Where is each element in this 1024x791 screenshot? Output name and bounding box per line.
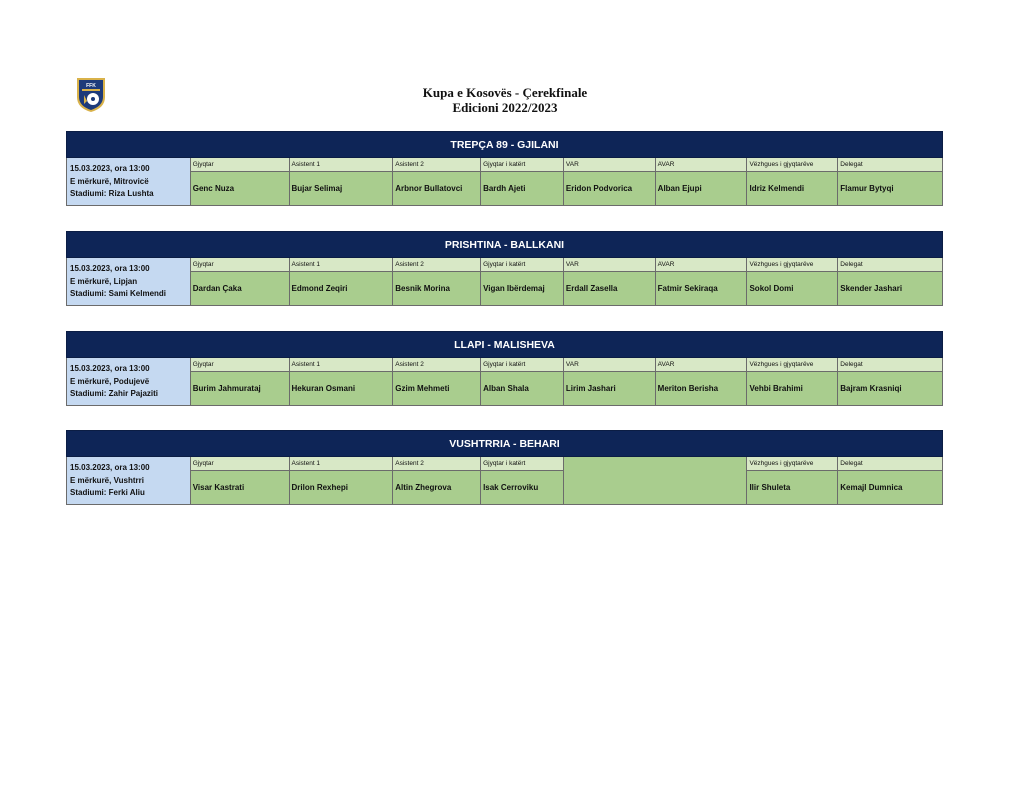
- official-cell: [656, 158, 748, 205]
- document-title: Kupa e Kosovës - Çerekfinale: [422, 85, 588, 100]
- official-role-label: Vëzhgues i gjyqtarëve: [747, 358, 837, 372]
- official-role-label: Gjyqtar i katërt: [481, 258, 563, 272]
- official-cell: [564, 358, 656, 405]
- match-info-cell: [67, 158, 191, 205]
- official-role-label: Gjyqtar: [191, 358, 289, 372]
- official-name: Edmond Zeqiri: [290, 272, 393, 305]
- official-name: Idriz Kelmendi: [747, 172, 837, 205]
- official-cell: [747, 457, 838, 504]
- official-role-label: Delegat: [838, 258, 942, 272]
- official-name: Bujar Selimaj: [290, 172, 393, 205]
- official-cell: [393, 158, 481, 205]
- official-name: Ilir Shuleta: [747, 471, 837, 504]
- official-cell: [393, 457, 481, 504]
- match-day-city: E mërkurë, Podujevë: [70, 376, 150, 386]
- official-role-label: AVAR: [656, 358, 747, 372]
- svg-text:FFK: FFK: [86, 83, 96, 89]
- official-name: Bajram Krasniqi: [838, 372, 942, 405]
- official-cell: [564, 258, 656, 305]
- official-cell: [838, 358, 943, 405]
- official-role-label: Vëzhgues i gjyqtarëve: [747, 258, 837, 272]
- official-cell: [747, 358, 838, 405]
- official-name: Eridon Podvorica: [564, 172, 655, 205]
- official-cell: [481, 258, 564, 305]
- official-name: Visar Kastrati: [191, 471, 289, 504]
- official-role-label: Gjyqtar i katërt: [481, 457, 563, 471]
- official-role-label: Delegat: [838, 358, 942, 372]
- match-stadium: Stadiumi: Zahir Pajaziti: [70, 389, 159, 399]
- official-role-label: Gjyqtar: [191, 258, 289, 272]
- match-block: [66, 131, 943, 206]
- official-role-label: Vëzhgues i gjyqtarëve: [747, 158, 837, 172]
- official-name: Dardan Çaka: [191, 272, 289, 305]
- official-cell: [191, 358, 290, 405]
- official-role-label: Asistent 1: [290, 258, 393, 272]
- official-cell: [290, 158, 394, 205]
- official-role-label: Vëzhgues i gjyqtarëve: [747, 457, 837, 471]
- document-subtitle: Edicioni 2022/2023: [452, 100, 558, 115]
- match-day-city: E mërkurë, Mitrovicë: [70, 176, 149, 186]
- official-name: Hekuran Osmani: [290, 372, 393, 405]
- match-day-city: E mërkurë, Vushtrri: [70, 475, 144, 485]
- official-cell: [393, 358, 481, 405]
- match-block: [66, 430, 943, 505]
- official-name: Altin Zhegrova: [393, 471, 480, 504]
- official-cell: [838, 258, 943, 305]
- official-role-label: Gjyqtar: [191, 158, 289, 172]
- official-name: Fatmir Sekiraqa: [656, 272, 747, 305]
- official-role-label: Gjyqtar i katërt: [481, 358, 563, 372]
- official-cell: [481, 158, 564, 205]
- official-cell: [481, 457, 564, 504]
- official-role-label: AVAR: [656, 258, 747, 272]
- match-stadium: Stadiumi: Riza Lushta: [70, 189, 154, 199]
- official-name: Besnik Morina: [393, 272, 480, 305]
- match-day-city: E mërkurë, Lipjan: [70, 276, 138, 286]
- match-teams-header: LLAPI - MALISHEVA: [66, 331, 943, 358]
- official-cell: [290, 258, 394, 305]
- match-block: [66, 231, 943, 306]
- official-cell: [656, 358, 748, 405]
- official-name: Arbnor Bullatovci: [393, 172, 480, 205]
- official-name: Lirim Jashari: [564, 372, 655, 405]
- official-cell: [747, 158, 838, 205]
- official-name: Burim Jahmurataj: [191, 372, 289, 405]
- match-info-cell: [67, 358, 191, 405]
- official-name: Genc Nuza: [191, 172, 289, 205]
- official-cell: [290, 457, 394, 504]
- official-cell: [838, 457, 943, 504]
- official-role-label: Asistent 2: [393, 358, 480, 372]
- official-cell: [290, 358, 394, 405]
- official-role-label: VAR: [564, 158, 655, 172]
- official-cell: [481, 358, 564, 405]
- official-role-label: Gjyqtar i katërt: [481, 158, 563, 172]
- official-name: Skender Jashari: [838, 272, 942, 305]
- official-role-label: Asistent 1: [290, 158, 393, 172]
- match-info-cell: [67, 258, 191, 305]
- official-role-label: AVAR: [656, 158, 747, 172]
- official-cell: [191, 158, 290, 205]
- official-name: Erdall Zasella: [564, 272, 655, 305]
- match-date-time: 15.03.2023, ora 13:00: [70, 164, 150, 173]
- official-cell: [747, 258, 838, 305]
- official-name: Alban Ejupi: [656, 172, 747, 205]
- match-details-row: [66, 258, 943, 306]
- official-cell: [564, 158, 656, 205]
- official-role-label: Asistent 2: [393, 158, 480, 172]
- official-role-label: Asistent 2: [393, 258, 480, 272]
- official-name: Isak Cerroviku: [481, 471, 563, 504]
- match-teams-header: PRISHTINA - BALLKANI: [66, 231, 943, 258]
- official-name: Gzim Mehmeti: [393, 372, 480, 405]
- official-role-label: Delegat: [838, 158, 942, 172]
- match-info-cell: [67, 457, 191, 504]
- match-teams-header: TREPÇA 89 - GJILANI: [66, 131, 943, 158]
- match-stadium: Stadiumi: Sami Kelmendi: [70, 289, 167, 299]
- official-cell: [838, 158, 943, 205]
- match-details-row: [66, 457, 943, 505]
- official-role-label: Gjyqtar: [191, 457, 289, 471]
- official-cell: [191, 258, 290, 305]
- match-date-time: 15.03.2023, ora 13:00: [70, 264, 150, 273]
- official-role-label: Asistent 2: [393, 457, 480, 471]
- empty-merged-cell: [564, 457, 748, 504]
- official-name: Vigan Ibërdemaj: [481, 272, 563, 305]
- match-details-row: [66, 358, 943, 406]
- match-teams-header: VUSHTRRIA - BEHARI: [66, 430, 943, 457]
- official-role-label: Asistent 1: [290, 457, 393, 471]
- match-date-time: 15.03.2023, ora 13:00: [70, 364, 150, 373]
- match-details-row: [66, 158, 943, 206]
- official-role-label: Delegat: [838, 457, 942, 471]
- official-name: Flamur Bytyqi: [838, 172, 942, 205]
- official-role-label: VAR: [564, 358, 655, 372]
- match-stadium: Stadiumi: Ferki Aliu: [70, 488, 145, 498]
- official-cell: [191, 457, 290, 504]
- official-role-label: VAR: [564, 258, 655, 272]
- official-name: Drilon Rexhepi: [290, 471, 393, 504]
- official-name: Sokol Domi: [747, 272, 837, 305]
- match-date-time: 15.03.2023, ora 13:00: [70, 463, 150, 472]
- official-name: Bardh Ajeti: [481, 172, 563, 205]
- official-name: Meriton Berisha: [656, 372, 747, 405]
- official-cell: [393, 258, 481, 305]
- official-name: Kemajl Dumnica: [838, 471, 942, 504]
- official-role-label: Asistent 1: [290, 358, 393, 372]
- official-name: Vehbi Brahimi: [747, 372, 837, 405]
- official-cell: [656, 258, 748, 305]
- match-block: [66, 331, 943, 406]
- document-header: [0, 85, 1010, 115]
- official-name: Alban Shala: [481, 372, 563, 405]
